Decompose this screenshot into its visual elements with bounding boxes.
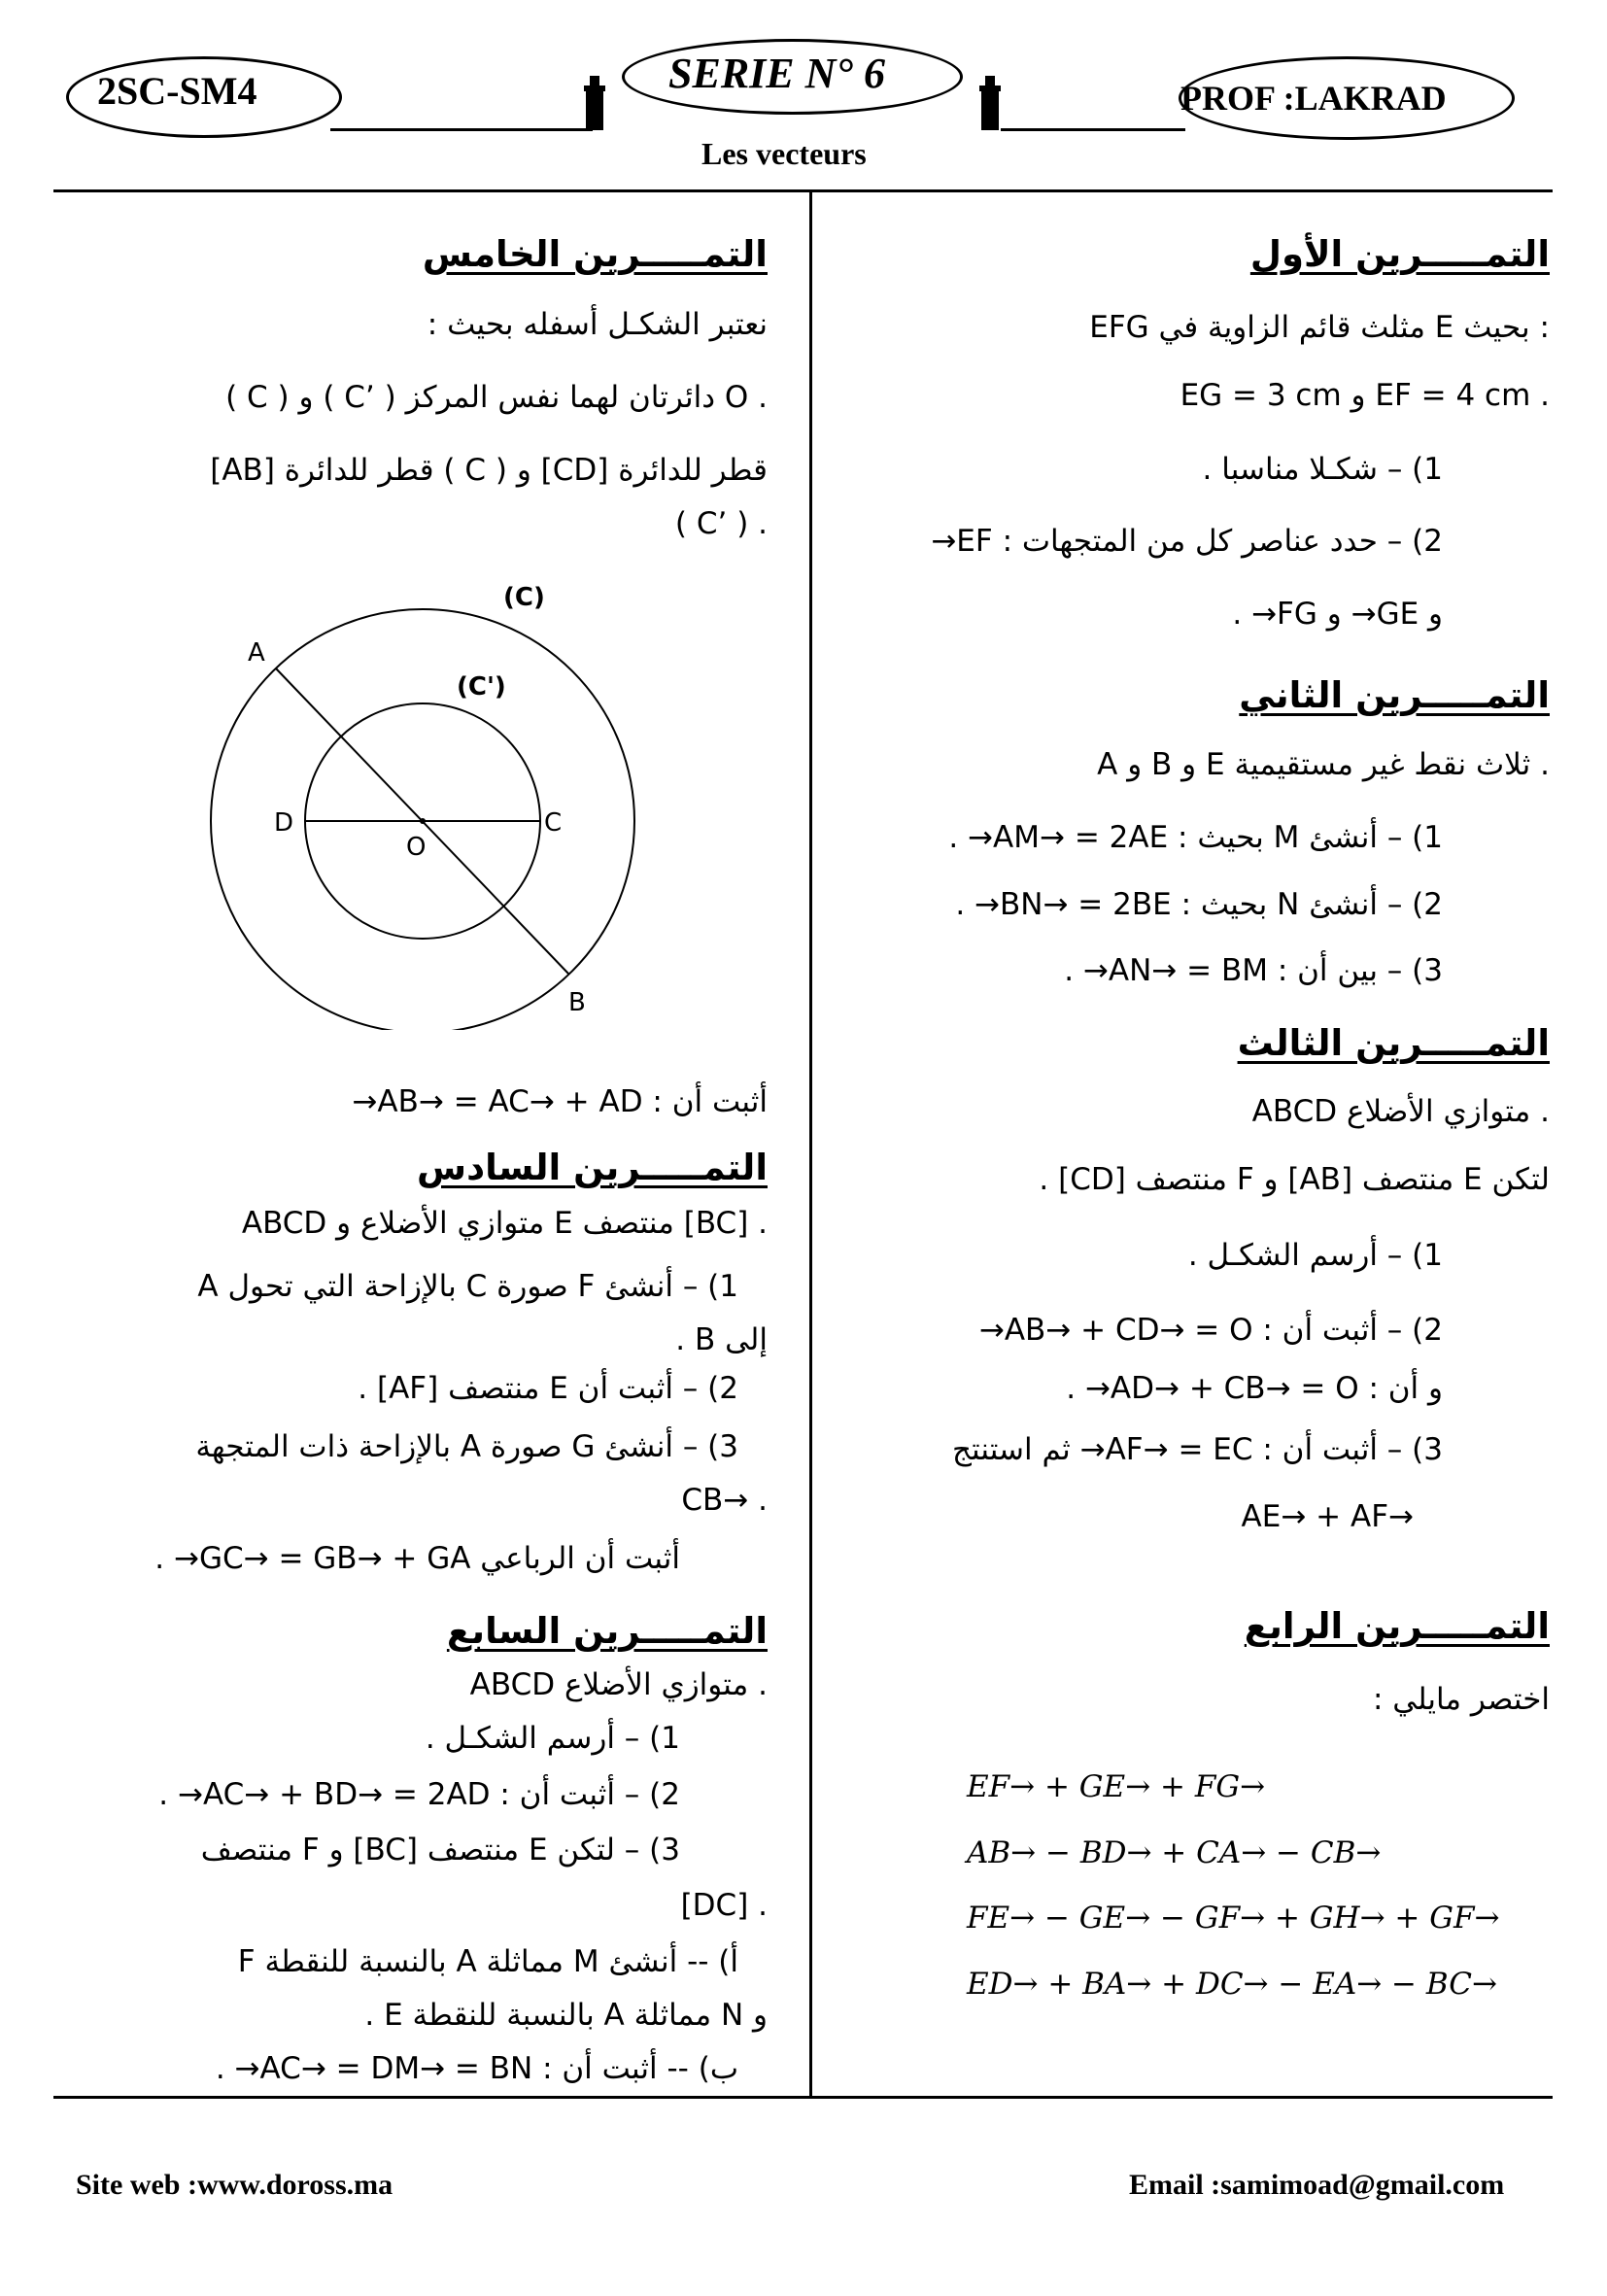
label-outer-c: (C) <box>503 583 545 612</box>
ex4-expr-3: FE→ − GE→ − GF→ + GH→ + GF→ <box>967 1901 1500 1936</box>
ex3-title: التمـــــرين الثالث <box>1237 1022 1550 1064</box>
prof-label: PROF :LAKRAD <box>1180 79 1447 118</box>
footer-email: Email :samimoad@gmail.com <box>1129 2169 1505 2201</box>
ex1-line-2: EG = 3 cm و EF = 4 cm . <box>1180 378 1550 413</box>
ex3-line-7: AE→ + AF→ <box>1241 1499 1414 1534</box>
ex5-prove: أثبت أن : AB→ = AC→ + AD→ <box>352 1084 768 1119</box>
header-underline-right <box>1001 128 1185 131</box>
ex4-title: التمـــــرين الرابع <box>1244 1605 1550 1647</box>
label-o: O <box>406 833 427 862</box>
ex5-line-2: ( C ) و ( C’ ) دائرتان لهما نفس المركز O . <box>225 380 768 415</box>
ex3-line-2: لتكن E منتصف [AB] و F منتصف [CD] . <box>1039 1162 1550 1197</box>
ex7-line-2: 1) – أرسم الشكـل . <box>425 1721 680 1756</box>
label-d: D <box>274 808 294 838</box>
ex7-line-4: 3) – لتكن E منتصف [BC] و F منتصف <box>200 1833 680 1868</box>
ex2-title: التمـــــرين الثاني <box>1239 674 1550 716</box>
ex4-expr-2: AB→ − BD→ + CA→ − CB→ <box>967 1835 1382 1870</box>
ex7-line-7: و N مماثلة A بالنسبة للنقطة E . <box>364 1998 768 2033</box>
lamp-right-icon <box>976 76 1004 132</box>
ex1-line-5: و GE→ و FG→ . <box>1232 597 1443 632</box>
center-point <box>420 818 426 824</box>
bottom-rule <box>53 2096 1553 2099</box>
footer-site: Site web :www.doross.ma <box>76 2169 393 2201</box>
ex6-line-4: 2) – أثبت أن E منتصف [AF] . <box>358 1371 738 1406</box>
ex6-line-6: CB→ . <box>681 1483 768 1518</box>
label-inner-c: (C') <box>457 672 506 702</box>
level-label: 2SC-SM4 <box>97 69 257 113</box>
ex7-line-6: أ) -- أنشئ M مماثلة A بالنسبة للنقطة F <box>237 1944 738 1979</box>
ex1-line-4: 2) – حدد عناصر كل من المتجهات : EF→ <box>931 524 1443 559</box>
ex5-line-3: [AB] قطر للدائرة ( C ) و [CD] قطر للدائرة <box>210 453 768 488</box>
label-a: A <box>248 638 265 668</box>
ex7-line-3: 2) – أثبت أن : AC→ + BD→ = 2AD→ . <box>158 1777 680 1812</box>
ex1-line-1: EFG مثلث قائم الزاوية في E بحيث : <box>1089 310 1550 345</box>
label-c: C <box>544 808 563 838</box>
ex2-line-1: A و B و E ثلاث نقط غير مستقيمية . <box>1097 747 1550 782</box>
ex1-title: التمـــــرين الأول <box>1249 233 1550 275</box>
left-column <box>58 219 768 2086</box>
ex5-line-4: ( C’ ) . <box>674 506 768 541</box>
ex5-line-1: نعتبر الشكـل أسفله بحيث : <box>427 307 768 342</box>
ex7-line-5: [DC] . <box>680 1888 768 1923</box>
ex3-line-5: و أن : AD→ + CB→ = O→ . <box>1066 1371 1443 1406</box>
ex6-line-2: 1) – أنشئ F صورة C بالإزاحة التي تحول A <box>197 1269 738 1304</box>
ex3-line-3: 1) – أرسم الشكـل . <box>1187 1238 1443 1273</box>
ex6-line-3: إلى B . <box>675 1322 768 1357</box>
ex2-line-3: 2) – أنشئ N بحيث : BN→ = 2BE→ . <box>955 887 1443 922</box>
ex4-expr-1: EF→ + GE→ + FG→ <box>967 1769 1266 1804</box>
series-label: SERIE N° 6 <box>668 50 886 97</box>
ex4-intro: اختصر مايلي : <box>1372 1682 1550 1717</box>
header-underline-left <box>330 128 593 131</box>
column-divider <box>809 189 812 2096</box>
ex6-line-5: 3) – أنشئ G صورة A بالإزاحة ذات المتجهة <box>195 1429 738 1464</box>
ex3-line-1: ABCD متوازي الأضلاع . <box>1251 1094 1550 1129</box>
ex7-title: التمـــــرين السابع <box>446 1610 768 1652</box>
ex4-expr-4: ED→ + BA→ + DC→ − EA→ − BC→ <box>967 1967 1497 2002</box>
subtitle: Les vecteurs <box>701 136 867 171</box>
right-column <box>836 219 1550 2065</box>
ex2-line-2: 1) – أنشئ M بحيث : AM→ = 2AE→ . <box>948 820 1443 855</box>
lamp-left-icon <box>581 76 608 132</box>
ex1-line-3: 1) – شكـلا مناسبا . <box>1202 452 1443 487</box>
ex7-line-8: ب) -- أثبت أن : AC→ = DM→ = BN→ . <box>215 2051 738 2086</box>
ex5-title: التمـــــرين الخامس <box>422 233 768 275</box>
ex2-line-4: 3) – بين أن : AN→ = BM→ . <box>1064 953 1443 988</box>
label-b: B <box>568 988 586 1017</box>
ex3-line-6: 3) – أثبت أن : AF→ = EC→ ثم استنتج <box>951 1432 1443 1467</box>
ex7-line-1: ABCD متوازي الأضلاع . <box>469 1667 768 1702</box>
ex6-line-7: أثبت أن الرباعي GC→ = GB→ + GA→ . <box>154 1541 680 1576</box>
ex6-title: التمـــــرين السادس <box>417 1147 768 1188</box>
ex6-line-1: ABCD متوازي الأضلاع و E منتصف [BC] . <box>241 1206 768 1241</box>
ex3-line-4: 2) – أثبت أن : AB→ + CD→ = O→ <box>978 1313 1443 1348</box>
top-rule <box>53 189 1553 192</box>
ex5-figure <box>194 564 661 1030</box>
